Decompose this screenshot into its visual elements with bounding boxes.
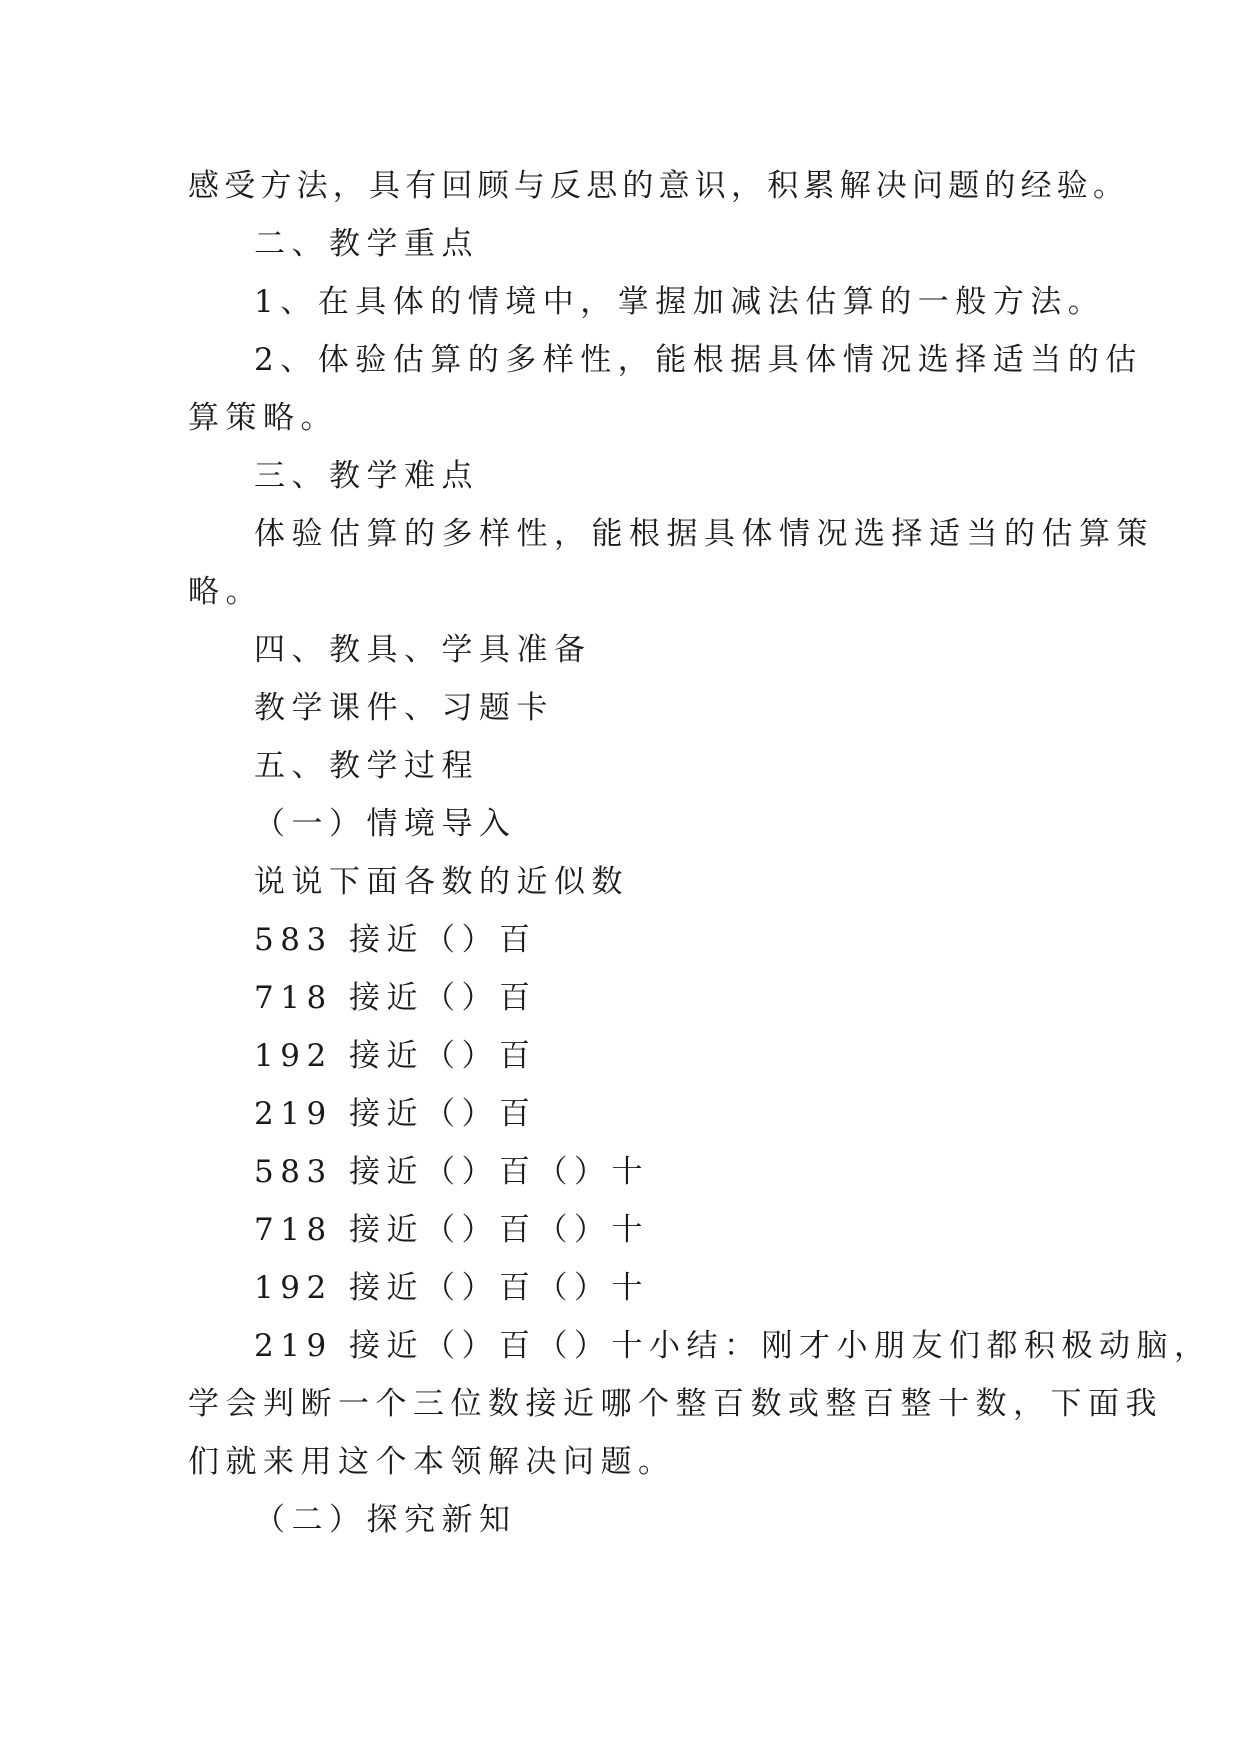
exercise-line: 583 接近（）百 xyxy=(254,922,537,958)
paragraph-line: 学会判断一个三位数接近哪个整百数或整百整十数，下面我 xyxy=(188,1386,1163,1422)
exercise-line: 718 接近（）百（）十 xyxy=(254,1212,650,1248)
exercise-line: 192 接近（）百（）十 xyxy=(254,1270,650,1306)
section-heading-teaching-difficulty: 三、教学难点 xyxy=(254,458,479,494)
section-heading-materials: 四、教具、学具准备 xyxy=(254,632,592,668)
list-item: 2、体验估算的多样性，能根据具体情况选择适当的估 xyxy=(254,342,1143,378)
exercise-line: 192 接近（）百 xyxy=(254,1038,537,1074)
section-heading-teaching-process: 五、教学过程 xyxy=(254,748,479,784)
exercise-line: 219 接近（）百 xyxy=(254,1096,537,1132)
paragraph-line: 感受方法，具有回顾与反思的意识，积累解决问题的经验。 xyxy=(188,168,1130,204)
paragraph-line: 们就来用这个本领解决问题。 xyxy=(188,1444,676,1480)
section-heading-teaching-focus: 二、教学重点 xyxy=(254,226,479,262)
paragraph-line: 略。 xyxy=(188,574,263,610)
subsection-heading-explore: （二）探究新知 xyxy=(254,1502,517,1538)
list-item: 1、在具体的情境中，掌握加减法估算的一般方法。 xyxy=(254,284,1106,320)
paragraph-line: 教学课件、习题卡 xyxy=(254,690,554,726)
exercise-line: 583 接近（）百（）十 xyxy=(254,1154,650,1190)
subsection-heading-intro: （一）情境导入 xyxy=(254,806,517,842)
exercise-line: 718 接近（）百 xyxy=(254,980,537,1016)
exercise-line: 219 接近（）百（）十小结：刚才小朋友们都积极动脑， xyxy=(254,1328,1212,1364)
paragraph-line: 体验估算的多样性，能根据具体情况选择适当的估算策 xyxy=(254,516,1154,552)
paragraph-line: 算策略。 xyxy=(188,400,338,436)
paragraph-line: 说说下面各数的近似数 xyxy=(254,864,629,900)
